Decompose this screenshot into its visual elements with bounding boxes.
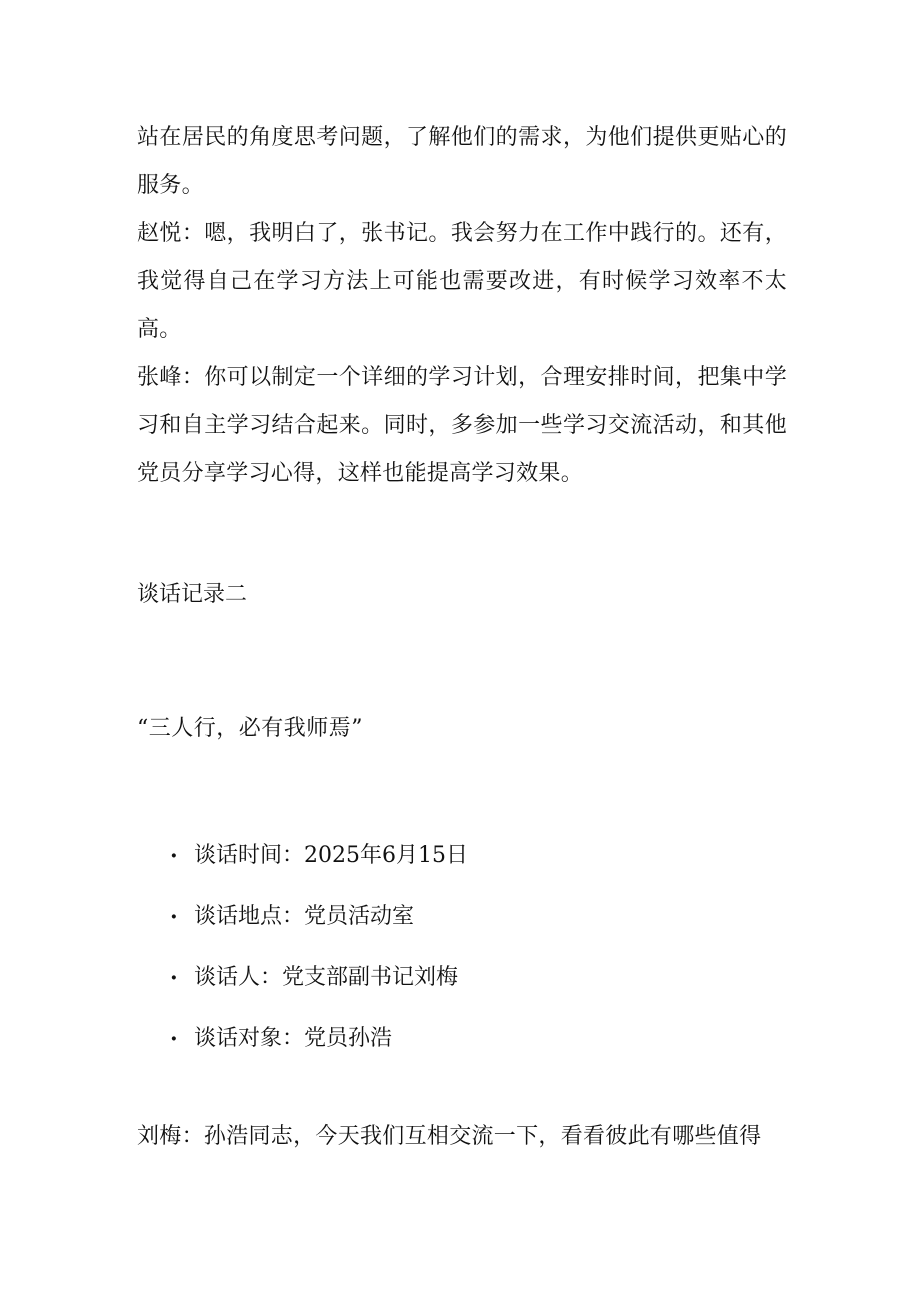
bullet-icon: · [170, 843, 178, 869]
list-item-speaker [170, 960, 468, 1021]
talk-subject: 谈话对象：党员孙浩 [194, 1026, 393, 1051]
list-item-time [170, 838, 468, 899]
bullet-icon: · [170, 1026, 178, 1052]
talk-time: 谈话时间：2025年6月15日 [194, 843, 468, 868]
paragraph-liu-mei: 刘梅：孙浩同志，今天我们互相交流一下，看看彼此有哪些值得 [137, 1124, 762, 1149]
bullet-icon: · [170, 965, 178, 991]
paragraph-zhang-feng: 张峰：你可以制定一个详细的学习计划，合理安排时间，把集中学习和自主学习结合起来。同时，多参加一些学习交流活动，和其他党员分享学习心得，这样也能提高学习效果。 [137, 365, 787, 486]
section-quote: “三人行，必有我师焉” [137, 716, 363, 741]
list-item-location [170, 899, 468, 960]
bullet-icon: · [170, 904, 178, 930]
section-heading: 谈话记录二 [137, 582, 248, 607]
talk-info-list [170, 838, 468, 1082]
paragraph-zhao-yue: 赵悦：嗯，我明白了，张书记。我会努力在工作中践行的。还有，我觉得自己在学习方法上可能也需要改进，有时候学习效率不太高。 [137, 221, 787, 342]
talk-location: 谈话地点：党员活动室 [194, 904, 415, 929]
paragraph-service: 站在居民的角度思考问题，了解他们的需求，为他们提供更贴心的服务。 [137, 125, 787, 198]
list-item-subject [170, 1021, 468, 1082]
talk-speaker: 谈话人：党支部副书记刘梅 [194, 965, 459, 990]
